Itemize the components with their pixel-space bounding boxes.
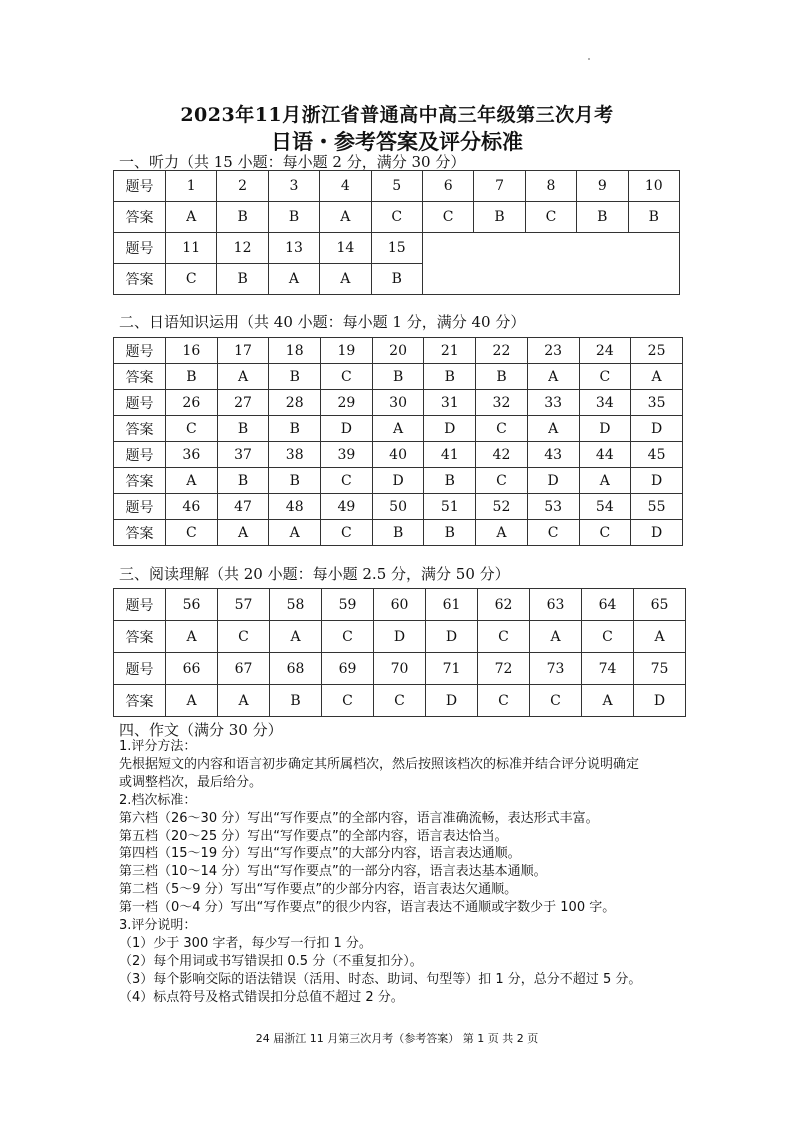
answer-cell: C: [478, 685, 530, 717]
question-number-cell: 15: [371, 233, 422, 264]
question-number-row: [114, 442, 683, 468]
answer-cell: D: [631, 468, 683, 494]
answer-cell: B: [372, 520, 424, 546]
answer-cell: A: [631, 364, 683, 390]
answer-cell: C: [527, 520, 579, 546]
question-number-row: [114, 233, 680, 264]
answer-cell: A: [166, 685, 218, 717]
question-number-cell: 6: [422, 171, 473, 202]
answer-cell: A: [166, 202, 217, 233]
page-subtitle: 日语・参考答案及评分标准: [271, 129, 523, 154]
question-number-cell: 75: [634, 653, 686, 685]
answer-cell: B: [269, 364, 321, 390]
question-number-cell: 14: [320, 233, 371, 264]
answer-cell: C: [582, 621, 634, 653]
question-number-cell: 50: [372, 494, 424, 520]
question-number-cell: 52: [476, 494, 528, 520]
question-number-cell: 38: [269, 442, 321, 468]
table-body: [114, 589, 686, 717]
answer-cell: C: [218, 621, 270, 653]
question-number-cell: 12: [217, 233, 268, 264]
row-label-answer: 答案: [114, 520, 166, 546]
answer-cell: A: [217, 520, 269, 546]
question-number-cell: 2: [217, 171, 268, 202]
answer-row: [114, 416, 683, 442]
answer-cell: D: [374, 621, 426, 653]
row-label-question-number: 题号: [114, 233, 166, 264]
question-number-cell: 51: [424, 494, 476, 520]
question-number-cell: 4: [320, 171, 371, 202]
answer-cell: A: [166, 468, 218, 494]
answer-cell: A: [269, 520, 321, 546]
question-number-cell: 59: [322, 589, 374, 621]
criteria-line: （4）标点符号及格式错误扣分总值不超过 2 分。: [119, 989, 404, 1005]
answer-cell: C: [525, 202, 576, 233]
answer-row: [114, 364, 683, 390]
question-number-cell: 57: [218, 589, 270, 621]
question-number-cell: 74: [582, 653, 634, 685]
question-number-cell: 5: [371, 171, 422, 202]
answer-cell: B: [474, 202, 525, 233]
question-number-cell: 63: [530, 589, 582, 621]
row-label-question-number: 题号: [114, 338, 166, 364]
row-label-question-number: 题号: [114, 442, 166, 468]
question-number-cell: 36: [166, 442, 218, 468]
criteria-line: 先根据短文的内容和语言初步确定其所属档次，然后按照该档次的标准并结合评分说明确定: [119, 756, 640, 772]
section-1-heading: 一、听力（共 15 小题：每小题 2 分，满分 30 分）: [119, 153, 466, 171]
row-label-question-number: 题号: [114, 171, 166, 202]
page-footer: 24 届浙江 11 月第三次月考（参考答案） 第 1 页 共 2 页: [255, 1032, 539, 1045]
row-label-answer: 答案: [114, 468, 166, 494]
question-number-cell: 17: [217, 338, 269, 364]
question-number-cell: 54: [579, 494, 631, 520]
question-number-cell: 19: [321, 338, 373, 364]
answer-cell: B: [372, 364, 424, 390]
question-number-cell: 60: [374, 589, 426, 621]
answer-cell: C: [371, 202, 422, 233]
empty-cell-area: [422, 233, 679, 295]
question-number-cell: 73: [530, 653, 582, 685]
table-body: [114, 171, 680, 295]
question-number-cell: 18: [269, 338, 321, 364]
answer-cell: B: [269, 468, 321, 494]
answer-cell: B: [217, 202, 268, 233]
answer-cell: B: [424, 468, 476, 494]
answer-cell: D: [426, 685, 478, 717]
scan-dot: [588, 58, 590, 60]
criteria-line: 2.档次标准：: [119, 792, 197, 808]
criteria-line: 1.评分方法：: [119, 739, 197, 754]
question-number-row: [114, 589, 686, 621]
listening-answer-table: [113, 170, 680, 295]
question-number-cell: 20: [372, 338, 424, 364]
question-number-cell: 40: [372, 442, 424, 468]
section-4-heading: 四、作文（满分 30 分）: [119, 721, 283, 739]
table-body: [114, 338, 683, 546]
question-number-cell: 55: [631, 494, 683, 520]
question-number-cell: 48: [269, 494, 321, 520]
page-title: 2023年11月浙江省普通高中高三年级第三次月考: [180, 104, 614, 126]
question-number-cell: 31: [424, 390, 476, 416]
criteria-line: 第一档（0～4 分）写出“写作要点”的很少内容，语言表达不通顺或字数少于 100 字。: [119, 900, 616, 916]
criteria-line: （1）少于 300 字者，每少写一行扣 1 分。: [119, 935, 372, 951]
answer-cell: D: [631, 416, 683, 442]
answer-cell: A: [320, 202, 371, 233]
answer-cell: C: [478, 621, 530, 653]
answer-cell: B: [217, 264, 268, 295]
row-label-answer: 答案: [114, 621, 166, 653]
question-number-cell: 42: [476, 442, 528, 468]
row-label-answer: 答案: [114, 416, 166, 442]
question-number-cell: 8: [525, 171, 576, 202]
question-number-cell: 72: [478, 653, 530, 685]
reading-answer-table: [113, 588, 686, 717]
answer-cell: C: [321, 468, 373, 494]
question-number-cell: 46: [166, 494, 218, 520]
question-number-cell: 9: [577, 171, 628, 202]
answer-row: [114, 202, 680, 233]
question-number-cell: 11: [166, 233, 217, 264]
question-number-cell: 67: [218, 653, 270, 685]
answer-cell: B: [628, 202, 679, 233]
question-number-cell: 16: [166, 338, 218, 364]
answer-cell: A: [634, 621, 686, 653]
question-number-cell: 22: [476, 338, 528, 364]
criteria-line: 第三档（10～14 分）写出“写作要点”的一部分内容，语言表达基本通顺。: [119, 864, 547, 880]
question-number-row: [114, 171, 680, 202]
answer-cell: A: [217, 364, 269, 390]
question-number-cell: 28: [269, 390, 321, 416]
answer-cell: D: [321, 416, 373, 442]
question-number-cell: 25: [631, 338, 683, 364]
answer-cell: C: [579, 520, 631, 546]
criteria-line: 第二档（5～9 分）写出“写作要点”的少部分内容，语言表达欠通顺。: [119, 882, 518, 898]
answer-cell: A: [527, 416, 579, 442]
section-3-heading: 三、阅读理解（共 20 小题：每小题 2.5 分，满分 50 分）: [119, 565, 510, 583]
question-number-cell: 10: [628, 171, 679, 202]
question-number-cell: 43: [527, 442, 579, 468]
criteria-line: 或调整档次，最后给分。: [119, 774, 263, 790]
answer-cell: C: [476, 416, 528, 442]
answer-cell: C: [166, 416, 218, 442]
essay-criteria: [119, 738, 719, 1007]
answer-cell: A: [527, 364, 579, 390]
answer-cell: D: [372, 468, 424, 494]
criteria-line: 3.评分说明：: [119, 918, 197, 934]
question-number-cell: 34: [579, 390, 631, 416]
question-number-cell: 13: [268, 233, 319, 264]
question-number-cell: 64: [582, 589, 634, 621]
answer-cell: B: [217, 416, 269, 442]
question-number-cell: 56: [166, 589, 218, 621]
answer-cell: D: [634, 685, 686, 717]
question-number-cell: 29: [321, 390, 373, 416]
row-label-question-number: 题号: [114, 653, 166, 685]
question-number-cell: 66: [166, 653, 218, 685]
question-number-cell: 27: [217, 390, 269, 416]
row-label-answer: 答案: [114, 264, 166, 295]
question-number-cell: 24: [579, 338, 631, 364]
row-label-question-number: 题号: [114, 589, 166, 621]
answer-cell: A: [270, 621, 322, 653]
question-number-cell: 61: [426, 589, 478, 621]
answer-cell: C: [322, 685, 374, 717]
question-number-cell: 47: [217, 494, 269, 520]
answer-cell: B: [424, 364, 476, 390]
question-number-cell: 68: [270, 653, 322, 685]
question-number-cell: 3: [268, 171, 319, 202]
question-number-cell: 62: [478, 589, 530, 621]
criteria-line: 第六档（26～30 分）写出“写作要点”的全部内容，语言准确流畅，表达形式丰富。: [119, 810, 599, 826]
answer-cell: B: [270, 685, 322, 717]
question-number-cell: 44: [579, 442, 631, 468]
question-number-cell: 45: [631, 442, 683, 468]
question-number-cell: 33: [527, 390, 579, 416]
knowledge-answer-table: [113, 337, 683, 546]
question-number-cell: 71: [426, 653, 478, 685]
question-number-row: [114, 653, 686, 685]
question-number-cell: 39: [321, 442, 373, 468]
row-label-question-number: 题号: [114, 390, 166, 416]
question-number-cell: 26: [166, 390, 218, 416]
question-number-cell: 65: [634, 589, 686, 621]
answer-cell: A: [579, 468, 631, 494]
answer-cell: C: [579, 364, 631, 390]
answer-cell: B: [424, 520, 476, 546]
question-number-cell: 53: [527, 494, 579, 520]
criteria-line: （3）每个影响交际的语法错误（活用、时态、助词、句型等）扣 1 分，总分不超过 5 分。: [119, 971, 642, 987]
answer-row: [114, 520, 683, 546]
answer-cell: B: [269, 416, 321, 442]
answer-cell: A: [218, 685, 270, 717]
answer-cell: D: [426, 621, 478, 653]
criteria-line: （2）每个用词或书写错误扣 0.5 分（不重复扣分）。: [119, 953, 423, 969]
row-label-question-number: 题号: [114, 494, 166, 520]
answer-row: [114, 468, 683, 494]
question-number-cell: 49: [321, 494, 373, 520]
answer-cell: D: [579, 416, 631, 442]
question-number-cell: 21: [424, 338, 476, 364]
question-number-cell: 37: [217, 442, 269, 468]
criteria-line: 第五档（20～25 分）写出“写作要点”的全部内容，语言表达恰当。: [119, 828, 508, 844]
answer-cell: B: [268, 202, 319, 233]
answer-cell: D: [631, 520, 683, 546]
question-number-row: [114, 338, 683, 364]
answer-cell: A: [320, 264, 371, 295]
answer-row: [114, 621, 686, 653]
answer-cell: A: [530, 621, 582, 653]
answer-cell: B: [217, 468, 269, 494]
answer-cell: C: [530, 685, 582, 717]
question-number-cell: 23: [527, 338, 579, 364]
section-2-heading: 二、日语知识运用（共 40 小题：每小题 1 分，满分 40 分）: [119, 313, 526, 331]
answer-cell: C: [321, 364, 373, 390]
answer-cell: B: [371, 264, 422, 295]
answer-cell: A: [582, 685, 634, 717]
answer-cell: A: [372, 416, 424, 442]
answer-cell: A: [166, 621, 218, 653]
answer-cell: C: [166, 264, 217, 295]
question-number-cell: 35: [631, 390, 683, 416]
row-label-answer: 答案: [114, 202, 166, 233]
question-number-cell: 30: [372, 390, 424, 416]
answer-cell: D: [527, 468, 579, 494]
answer-cell: C: [322, 621, 374, 653]
answer-cell: C: [321, 520, 373, 546]
answer-cell: C: [166, 520, 218, 546]
question-number-cell: 58: [270, 589, 322, 621]
question-number-cell: 1: [166, 171, 217, 202]
criteria-line: 第四档（15～19 分）写出“写作要点”的大部分内容，语言表达通顺。: [119, 846, 521, 862]
question-number-cell: 70: [374, 653, 426, 685]
answer-cell: A: [476, 520, 528, 546]
question-number-cell: 32: [476, 390, 528, 416]
answer-cell: B: [476, 364, 528, 390]
answer-cell: D: [424, 416, 476, 442]
answer-cell: C: [422, 202, 473, 233]
question-number-cell: 41: [424, 442, 476, 468]
question-number-cell: 69: [322, 653, 374, 685]
row-label-answer: 答案: [114, 364, 166, 390]
answer-cell: B: [577, 202, 628, 233]
answer-cell: B: [166, 364, 218, 390]
answer-cell: C: [476, 468, 528, 494]
answer-cell: A: [268, 264, 319, 295]
answer-cell: C: [374, 685, 426, 717]
row-label-answer: 答案: [114, 685, 166, 717]
answer-row: [114, 685, 686, 717]
question-number-row: [114, 390, 683, 416]
question-number-cell: 7: [474, 171, 525, 202]
question-number-row: [114, 494, 683, 520]
